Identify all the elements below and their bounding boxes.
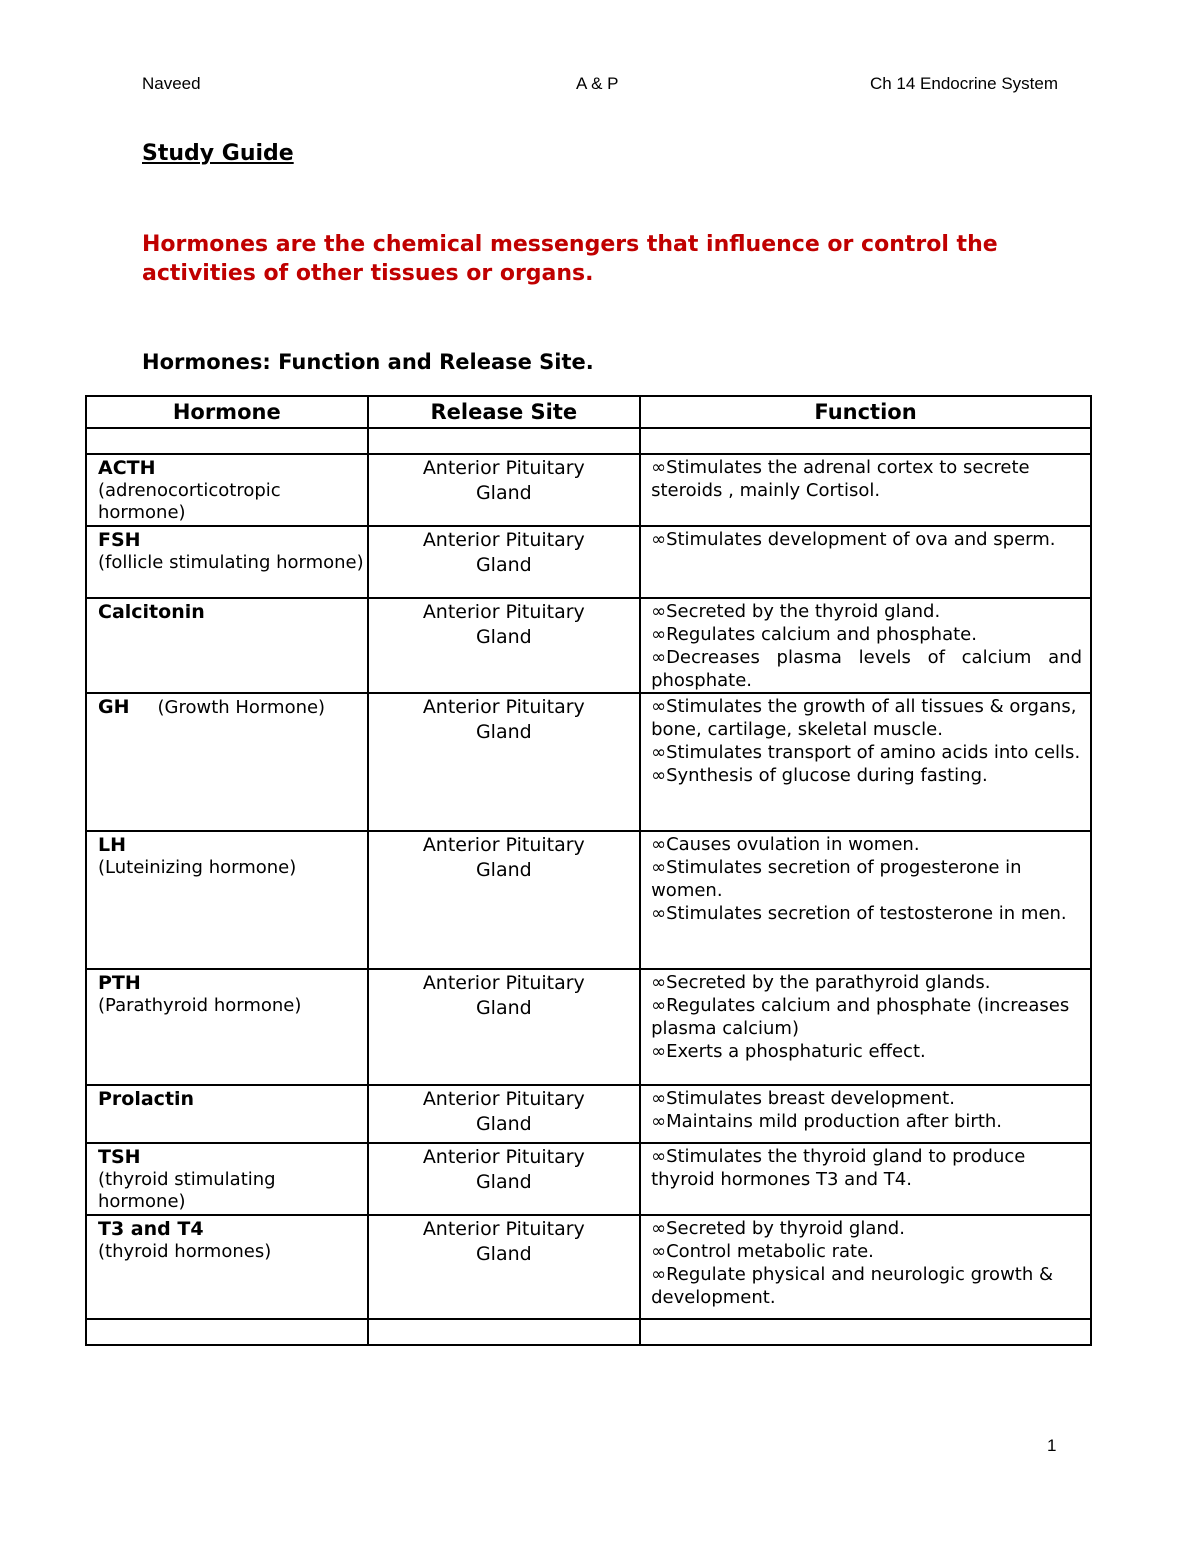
function-item: ∞Synthesis of glucose during fasting. — [651, 765, 988, 786]
empty-cell — [368, 428, 641, 454]
release-site-cell — [368, 693, 641, 831]
release-site-line2: Gland — [475, 997, 532, 1019]
hormone-table — [85, 395, 1092, 1346]
function-item: ∞Maintains mild production after birth. — [651, 1111, 1003, 1132]
function-item: ∞Stimulates secretion of progesterone in women. — [651, 857, 1022, 901]
release-site-line2: Gland — [475, 1243, 532, 1265]
hormone-name: TSH — [98, 1146, 141, 1168]
hormone-full-name: (Parathyroid hormone) — [98, 995, 302, 1016]
hormone-cell — [86, 1215, 368, 1319]
column-header-hormone: Hormone — [86, 396, 368, 428]
table-row-empty — [86, 428, 1091, 454]
table-row — [86, 693, 1091, 831]
release-site-line2: Gland — [475, 721, 532, 743]
function-item: ∞Stimulates development of ova and sperm. — [651, 529, 1056, 550]
hormone-full-name: (follicle stimulating hormone) — [98, 552, 364, 573]
function-item: ∞Decreases plasma levels of calcium and phosphate. — [651, 647, 1082, 691]
function-cell — [640, 1215, 1091, 1319]
hormone-cell — [86, 831, 368, 969]
function-item: ∞Control metabolic rate. — [651, 1241, 874, 1262]
function-item: ∞Stimulates breast development. — [651, 1088, 955, 1109]
hormone-cell — [86, 598, 368, 693]
empty-cell — [86, 1319, 368, 1345]
table-row — [86, 454, 1091, 526]
release-site-line2: Gland — [475, 859, 532, 881]
section-heading: Hormones: Function and Release Site. — [142, 350, 594, 374]
hormone-name: ACTH — [98, 457, 156, 479]
header-course: A & P — [576, 74, 619, 93]
empty-cell — [640, 1319, 1091, 1345]
empty-cell — [640, 428, 1091, 454]
header-author: Naveed — [142, 74, 201, 93]
release-site-line1: Anterior Pituitary — [422, 834, 585, 856]
function-item: ∞Stimulates transport of amino acids into cells. — [651, 742, 1081, 763]
header-chapter: Ch 14 Endocrine System — [869, 74, 1058, 93]
release-site-cell — [368, 831, 641, 969]
table-row — [86, 1143, 1091, 1215]
column-header-release-site: Release Site — [368, 396, 641, 428]
hormone-cell — [86, 969, 368, 1085]
release-site-line1: Anterior Pituitary — [422, 1146, 585, 1168]
function-item: ∞Regulate physical and neurologic growth & development. — [651, 1264, 1054, 1308]
release-site-cell — [368, 1085, 641, 1143]
function-cell — [640, 693, 1091, 831]
hormone-name: LH — [98, 834, 127, 856]
function-item: ∞Secreted by thyroid gland. — [651, 1218, 905, 1239]
hormone-name: FSH — [98, 529, 141, 551]
hormone-name: T3 and T4 — [98, 1218, 204, 1240]
function-item: ∞Secreted by the thyroid gland. — [651, 601, 941, 622]
release-site-line2: Gland — [475, 554, 532, 576]
function-cell — [640, 1085, 1091, 1143]
function-cell — [640, 1143, 1091, 1215]
hormone-name: Prolactin — [98, 1088, 195, 1110]
hormone-full-name: (thyroid stimulating hormone) — [98, 1169, 276, 1212]
hormone-name: GH — [98, 696, 130, 718]
hormone-name: Calcitonin — [98, 601, 205, 623]
release-site-line1: Anterior Pituitary — [422, 457, 585, 479]
table-row — [86, 526, 1091, 598]
hormone-name-line — [98, 695, 367, 720]
page-number: 1 — [1047, 1436, 1057, 1455]
hormone-full-name: (Luteinizing hormone) — [98, 857, 297, 878]
table-row — [86, 1215, 1091, 1319]
function-cell — [640, 454, 1091, 526]
release-site-line1: Anterior Pituitary — [422, 1088, 585, 1110]
release-site-line1: Anterior Pituitary — [422, 601, 585, 623]
function-cell — [640, 969, 1091, 1085]
function-cell — [640, 526, 1091, 598]
function-item: ∞Exerts a phosphaturic effect. — [651, 1041, 926, 1062]
function-item: ∞Causes ovulation in women. — [651, 834, 920, 855]
function-item: ∞Stimulates secretion of testosterone in men. — [651, 903, 1067, 924]
empty-cell — [86, 428, 368, 454]
release-site-line2: Gland — [475, 1113, 532, 1135]
function-item: ∞Stimulates the growth of all tissues & organs, bone, cartilage, skeletal muscle. — [651, 696, 1077, 740]
table-row — [86, 1085, 1091, 1143]
intro-statement: Hormones are the chemical messengers that influence or control the activities of other tissues or organs. — [142, 232, 998, 286]
release-site-line1: Anterior Pituitary — [422, 972, 585, 994]
function-item: ∞Stimulates the thyroid gland to produce thyroid hormones T3 and T4. — [651, 1146, 1026, 1190]
hormone-full-name: (adrenocorticotropic hormone) — [98, 480, 281, 523]
function-cell — [640, 831, 1091, 969]
release-site-cell — [368, 1143, 641, 1215]
release-site-cell — [368, 1215, 641, 1319]
release-site-line2: Gland — [475, 626, 532, 648]
release-site-line1: Anterior Pituitary — [422, 1218, 585, 1240]
empty-cell — [368, 1319, 641, 1345]
release-site-cell — [368, 454, 641, 526]
page-header — [142, 74, 1058, 98]
function-item: ∞Regulates calcium and phosphate (increases plasma calcium) — [651, 995, 1070, 1039]
column-header-function: Function — [640, 396, 1091, 428]
function-item: ∞Secreted by the parathyroid glands. — [651, 972, 991, 993]
hormone-full-name: (thyroid hormones) — [98, 1241, 272, 1262]
table-row — [86, 598, 1091, 693]
release-site-line2: Gland — [475, 482, 532, 504]
table-row — [86, 831, 1091, 969]
hormone-full-name: (Growth Hormone) — [157, 697, 326, 718]
hormone-cell — [86, 526, 368, 598]
hormone-cell — [86, 1143, 368, 1215]
hormone-cell — [86, 1085, 368, 1143]
release-site-cell — [368, 598, 641, 693]
function-cell — [640, 598, 1091, 693]
table-row — [86, 969, 1091, 1085]
release-site-cell — [368, 526, 641, 598]
page-title: Study Guide — [142, 141, 294, 166]
release-site-line2: Gland — [475, 1171, 532, 1193]
hormone-cell — [86, 454, 368, 526]
function-item: ∞Regulates calcium and phosphate. — [651, 624, 977, 645]
hormone-name: PTH — [98, 972, 141, 994]
release-site-line1: Anterior Pituitary — [422, 696, 585, 718]
hormone-cell — [86, 693, 368, 831]
table-header-row — [86, 396, 1091, 428]
release-site-line1: Anterior Pituitary — [422, 529, 585, 551]
function-item: ∞Stimulates the adrenal cortex to secrete steroids , mainly Cortisol. — [651, 457, 1030, 501]
release-site-cell — [368, 969, 641, 1085]
table-row-empty — [86, 1319, 1091, 1345]
